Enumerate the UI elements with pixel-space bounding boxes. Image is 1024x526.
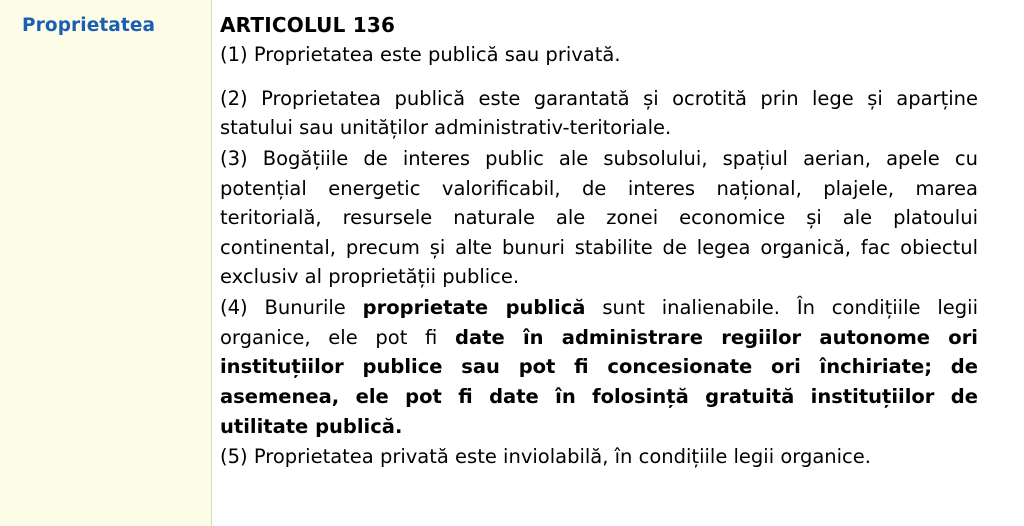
para-5 — [220, 442, 978, 472]
para-4-run-3: date în administrare regiilor autonome ori instituțiilor publice sau pot fi concesionate ori închiriate; de asemenea, ele pot fi date în folosință gratuită instituțiilor de utilitate publică. — [220, 325, 978, 438]
sidebar-marginal-note — [0, 0, 212, 526]
article-title: ARTICOLUL 136 — [220, 13, 396, 37]
para-4-run-2: sunt inalienabile. În condițiile legii organice, ele pot fi — [220, 296, 978, 349]
para-4-run-0: (4) Bunurile — [220, 296, 363, 319]
para-5-run-0: (5) Proprietatea privată este inviolabilă, în condițiile legii organice. — [220, 445, 871, 469]
para-4 — [220, 293, 978, 441]
para-3-run-0: (3) Bogățiile de interes public ale subsolului, spațiul aerian, apele cu potențial energetic valorificabil, de interes național, plajele, marea teritorială, resursele naturale ale zonei economice și ale platoului continental, precum și alte bunuri stabilite de legea organică, fac obiectul exclusiv al proprietății publice. — [220, 146, 978, 289]
para-1-run-0: (1) Proprietatea este publică sau privată. — [220, 43, 621, 66]
article-content — [212, 0, 1024, 526]
article-paragraphs — [220, 40, 978, 472]
para-2 — [220, 84, 978, 143]
para-3 — [220, 144, 978, 292]
para-1 — [220, 40, 978, 70]
para-2-run-0: (2) Proprietatea publică este garantată și ocrotită prin lege și aparține statului sau unităților administrativ-teritoriale. — [220, 86, 978, 140]
para-4-run-1: proprietate publică — [362, 296, 586, 319]
sidebar-heading: Proprietatea — [22, 15, 156, 36]
